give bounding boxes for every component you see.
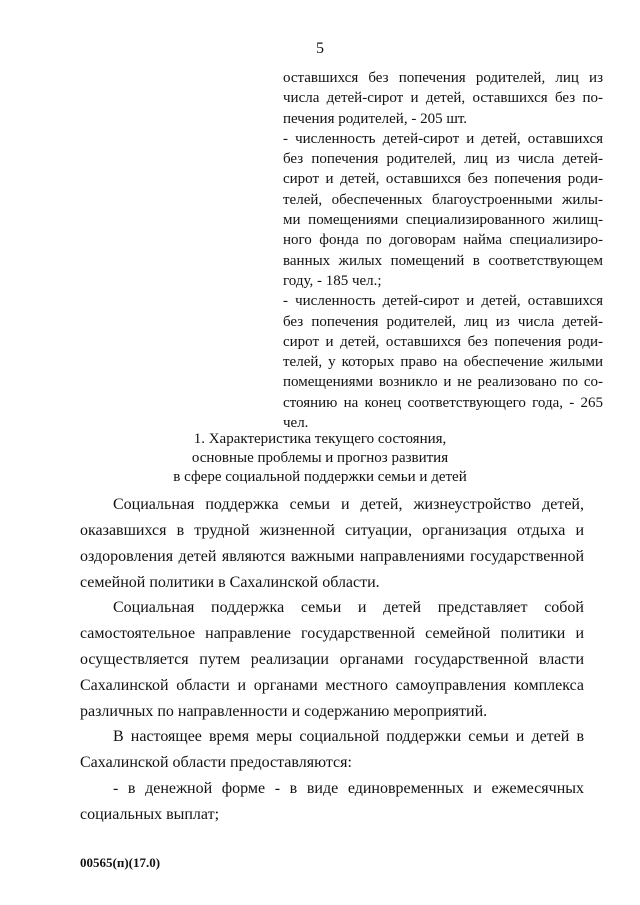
paragraph-line: Сахалинской области предоставляются: xyxy=(80,754,352,771)
text-line: телей, у которых право на обеспечение жилыми xyxy=(283,354,603,371)
paragraph-line: Сахалинской области и органами местного самоуправления комплекса xyxy=(80,677,584,694)
text-line: печения родителей, - 205 шт. xyxy=(283,110,468,127)
paragraph-line: самостоятельное направление государственной семейной политики и xyxy=(80,625,584,642)
body-paragraph xyxy=(80,595,584,725)
paragraph-line: Социальная поддержка семьи и детей представляет собой xyxy=(113,599,584,616)
page-number: 5 xyxy=(316,40,324,57)
text-line: телей, обеспеченных благоустроенными жилы- xyxy=(283,191,603,208)
section-heading xyxy=(150,430,490,487)
paragraph-line: оказавшихся в трудной жизненной ситуации, организация отдыха и xyxy=(80,522,584,539)
text-line: - численность детей-сирот и детей, оставшихся xyxy=(283,293,603,310)
paragraph-line: осуществляется путем реализации органами государственной власти xyxy=(80,651,584,668)
text-line: - численность детей-сирот и детей, оставшихся xyxy=(283,130,603,147)
text-line: числа детей-сирот и детей, оставшихся без по- xyxy=(283,90,603,107)
text-line: помещениями возникло и не реализовано по со- xyxy=(283,374,603,391)
paragraph-line: различных по направленности и содержанию мероприятий. xyxy=(80,703,488,720)
paragraph-line: оздоровления детей являются важными направлениями государственной xyxy=(80,548,584,565)
paragraph-line: В настоящее время меры социальной поддержки семьи и детей в xyxy=(113,728,584,745)
text-line: ного фонда по договорам найма специализиро- xyxy=(283,232,603,249)
heading-line: основные проблемы и прогноз развития xyxy=(191,450,449,466)
text-line: сирот и детей, оставшихся без попечения роди- xyxy=(283,333,603,350)
paragraph-line: - в денежной форме - в виде единовременных и ежемесячных xyxy=(113,780,584,797)
approval-details-block xyxy=(283,68,603,433)
paragraph-line: семейной политики в Сахалинской области. xyxy=(80,574,380,591)
text-line: ми помещениями специализированного жилищ- xyxy=(283,212,603,229)
body-paragraph xyxy=(80,776,584,828)
body-paragraph xyxy=(80,724,584,776)
body-paragraph xyxy=(80,492,584,596)
paragraph-line: социальных выплат; xyxy=(80,806,220,823)
text-line: чел. xyxy=(283,415,309,432)
text-line: сирот и детей, оставшихся без попечения роди- xyxy=(283,171,603,188)
text-line: ванных жилых помещений в соответствующем xyxy=(283,252,603,269)
text-line: стоянию на конец соответствующего года, - 265 xyxy=(283,394,603,411)
heading-line: в сфере социальной поддержки семьи и детей xyxy=(173,469,467,485)
text-line: без попечения родителей, лиц из числа детей- xyxy=(283,313,603,330)
document-code: 00565(п)(17.0) xyxy=(80,855,161,870)
paragraph-line: Социальная поддержка семьи и детей, жизнеустройство детей, xyxy=(113,496,584,513)
text-line: году, - 185 чел.; xyxy=(283,272,382,289)
text-line: без попечения родителей, лиц из числа детей- xyxy=(283,151,603,168)
heading-line: 1. Характеристика текущего состояния, xyxy=(193,431,447,447)
text-line: оставшихся без попечения родителей, лиц из xyxy=(283,70,603,86)
